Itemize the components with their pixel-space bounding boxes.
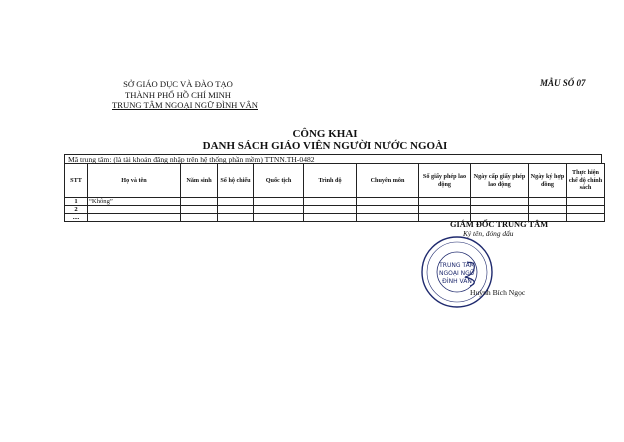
col-birth-year: Năm sinh — [181, 164, 218, 198]
organization-header — [112, 79, 258, 111]
document-title — [150, 128, 500, 152]
table-row — [65, 198, 605, 206]
svg-text:ĐÌNH VÂN: ĐÌNH VÂN — [442, 278, 472, 285]
col-permit-date: Ngày cấp giấy phép lao động — [471, 164, 529, 198]
row-name — [88, 206, 181, 214]
table-header-row — [65, 164, 605, 198]
center-code-line: Mã trung tâm: (là tài khoản đăng nhập trên hệ thống phần mềm) TTNN.TH-0482 — [64, 154, 602, 163]
title-public: CÔNG KHAI — [292, 128, 358, 140]
org-line-center: TRUNG TÂM NGOẠI NGỮ ĐÌNH VÂN — [112, 100, 258, 110]
col-work-permit-no: Số giấy phép lao động — [419, 164, 471, 198]
col-stt: STT — [65, 164, 88, 198]
row-name — [88, 214, 181, 222]
row-name: “Không” — [88, 198, 181, 206]
teacher-table — [64, 163, 605, 222]
org-line-department: SỞ GIÁO DỤC VÀ ĐÀO TẠO — [123, 79, 233, 89]
row-stt: .... — [65, 214, 88, 222]
signature-title: GIÁM ĐỐC TRUNG TÂM — [450, 220, 549, 229]
title-list: DANH SÁCH GIÁO VIÊN NGƯỜI NƯỚC NGOÀI — [202, 140, 448, 152]
official-stamp — [418, 233, 496, 311]
row-stt: 1 — [65, 198, 88, 206]
svg-text:NGOẠI NGỮ: NGOẠI NGỮ — [439, 270, 475, 277]
svg-text:TRUNG TÂM: TRUNG TÂM — [439, 262, 475, 269]
col-policy: Thực hiện chế độ chính sách — [567, 164, 605, 198]
form-number: MẪU SỐ 07 — [540, 78, 586, 88]
table-row — [65, 206, 605, 214]
col-nationality: Quốc tịch — [254, 164, 304, 198]
row-stt: 2 — [65, 206, 88, 214]
col-specialty: Chuyên môn — [357, 164, 419, 198]
col-passport-no: Số hộ chiếu — [218, 164, 254, 198]
col-full-name: Họ và tên — [88, 164, 181, 198]
signature-subtitle: Ký tên, đóng dấu — [463, 229, 514, 238]
col-qualification: Trình độ — [304, 164, 357, 198]
org-line-city: THÀNH PHỐ HỒ CHÍ MINH — [125, 89, 231, 100]
col-contract-date: Ngày ký hợp đồng — [529, 164, 567, 198]
signer-name: Huỳnh Bích Ngọc — [470, 288, 526, 297]
